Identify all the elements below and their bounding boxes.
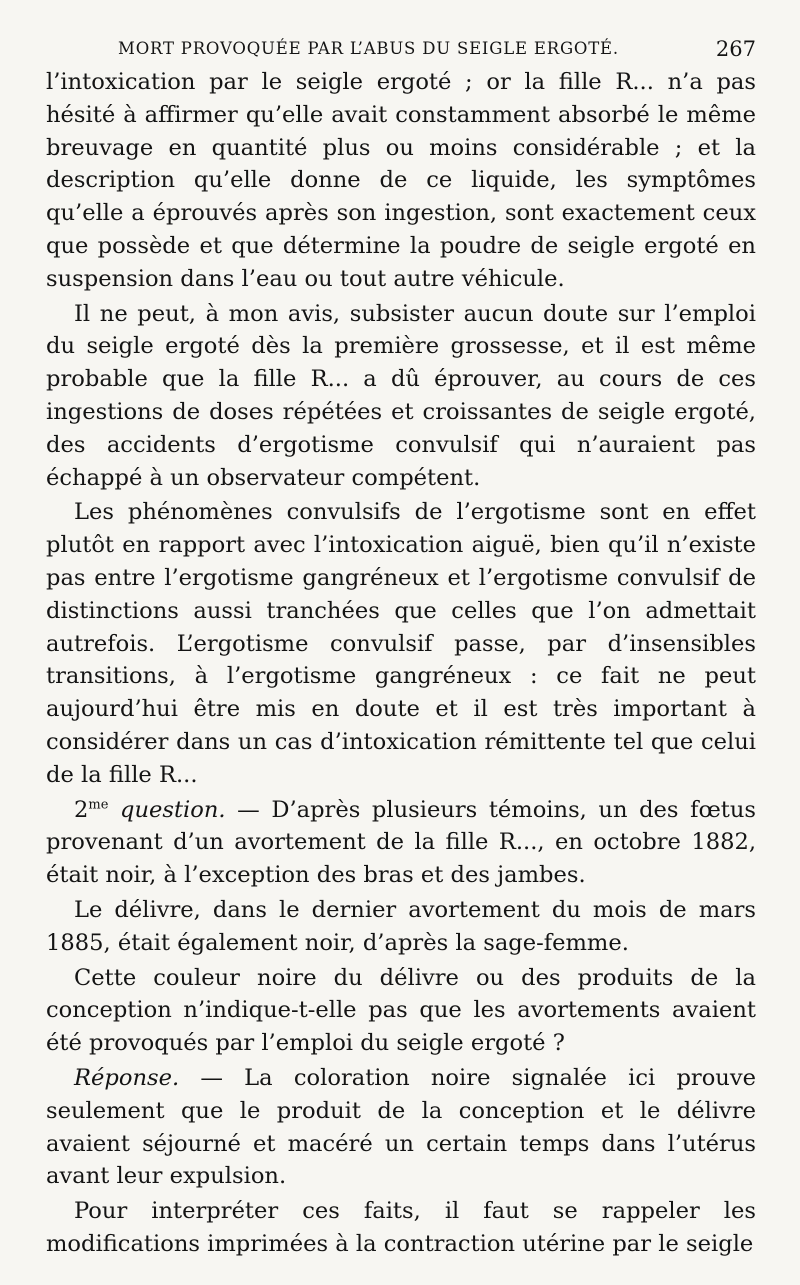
paragraph-text: Il ne peut, à mon avis, subsister aucun doute sur l’emploi du seigle ergoté dès la première grossesse, et il est même probable que la fille R... a dû éprouver, au cours de ces ingestions de doses répétées et croissantes de seigle ergoté, des accidents d’ergotisme convulsif qui n’auraient pas échappé à un observateur compétent. xyxy=(46,300,756,491)
paragraph-text: — La coloration noire signalée ici prouve seulement que le produit de la conception et le délivre avaient séjourné et macéré un certain temps dans l’utérus avant leur expulsion. xyxy=(46,1064,756,1190)
paragraph-text: Le délivre, dans le dernier avortement du mois de mars 1885, était également noir, d’après la sage-femme. xyxy=(46,896,756,956)
paragraph-1 xyxy=(46,66,756,296)
body-text xyxy=(46,66,756,1261)
question-number: 2 xyxy=(74,796,89,823)
paragraph-question-2 xyxy=(46,794,756,892)
paragraph-text: Les phénomènes convulsifs de l’ergotisme sont en effet plutôt en rapport avec l’intoxication aiguë, bien qu’il n’existe pas entre l’ergotisme gangréneux et l’ergotisme convulsif de distinctions aussi tranchées que celles que l’on admettait autrefois. L’ergotisme convulsif passe, par d’insensibles transitions, à l’ergotisme gangréneux : ce fait ne peut aujourd’hui être mis en doute et il est très important à considérer dans un cas d’intoxication rémittente tel que celui de la fille R... xyxy=(46,499,756,788)
paragraph-text: Cette couleur noire du délivre ou des produits de la conception n’indique-t-elle pas que les avortements avaient été provoqués par l’emploi du seigle ergoté ? xyxy=(46,964,756,1057)
question-label: question. xyxy=(119,796,226,823)
page-number: 267 xyxy=(715,37,756,61)
paragraph-8 xyxy=(46,1195,756,1261)
running-header xyxy=(46,34,756,64)
paragraph-3 xyxy=(46,496,756,791)
running-title: MORT PROVOQUÉE PAR L’ABUS DU SEIGLE ERGOTÉ. xyxy=(118,39,619,58)
paragraph-text: Pour interpréter ces faits, il faut se rappeler les modifications imprimées à la contraction utérine par le seigle xyxy=(46,1198,756,1257)
paragraph-answer xyxy=(46,1062,756,1193)
paragraph-2 xyxy=(46,298,756,495)
paragraph-5 xyxy=(46,894,756,960)
paragraph-6 xyxy=(46,962,756,1060)
paragraph-text: — D’après plusieurs témoins, un des fœtus provenant d’un avortement de la fille R..., en octobre 1882, était noir, à l’exception des bras et des jambes. xyxy=(46,796,757,889)
paragraph-text: l’intoxication par le seigle ergoté ; or la fille R... n’a pas hésité à affirmer qu’elle avait constamment absorbé le même breuvage en quantité plus ou moins considérable ; et la description qu’elle donne de ce liquide, les symptômes qu’elle a éprouvés après son ingestion, sont exactement ceux que possède et que détermine la poudre de seigle ergoté en suspension dans l’eau ou tout autre véhicule. xyxy=(46,69,756,292)
answer-label: Réponse. xyxy=(74,1064,180,1091)
ordinal-suffix: me xyxy=(88,797,109,812)
